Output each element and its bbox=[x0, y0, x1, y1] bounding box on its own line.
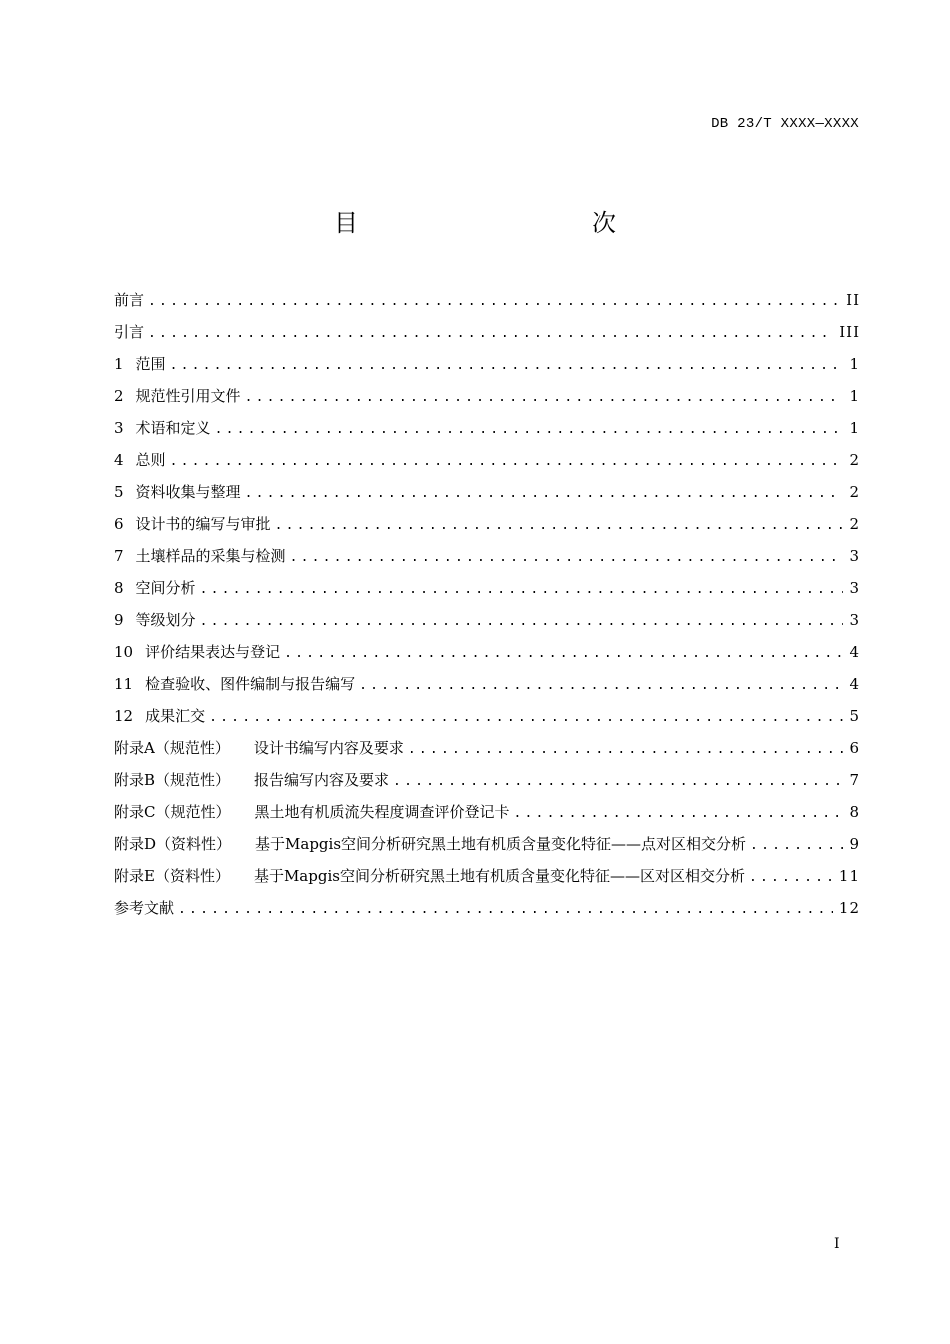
toc-dot-leader bbox=[148, 286, 840, 316]
toc-dot-leader bbox=[275, 510, 844, 540]
toc-entry-label: 黑土地有机质流失程度调查评价登记卡 bbox=[254, 803, 510, 821]
toc-entry-appendix-e[interactable] bbox=[114, 860, 860, 892]
toc-entry-page: 1 bbox=[849, 387, 860, 405]
toc-entry-page: 4 bbox=[849, 675, 860, 693]
toc-entry-label: 空间分析 bbox=[135, 579, 196, 597]
toc-entry-page: 9 bbox=[849, 835, 860, 853]
toc-entry-label: 总则 bbox=[135, 451, 166, 469]
toc-dot-leader bbox=[393, 766, 843, 796]
toc-entry-page: 2 bbox=[849, 515, 860, 533]
toc-entry-page: 7 bbox=[849, 771, 860, 789]
table-of-contents bbox=[114, 284, 860, 924]
toc-entry-8[interactable] bbox=[114, 572, 860, 604]
toc-entry-page: 1 bbox=[849, 355, 860, 373]
toc-appendix-number: 附录E（资料性） bbox=[114, 867, 230, 885]
toc-entry-number: 10 bbox=[114, 643, 134, 661]
toc-dot-leader bbox=[359, 670, 843, 700]
toc-entry-label: 成果汇交 bbox=[145, 707, 206, 725]
toc-dot-leader bbox=[245, 478, 844, 508]
toc-entry-appendix-d[interactable] bbox=[114, 828, 860, 860]
toc-dot-leader bbox=[215, 414, 844, 444]
toc-entry-label: 范围 bbox=[135, 355, 166, 373]
toc-entry-label: 设计书的编写与审批 bbox=[135, 515, 271, 533]
toc-entry-number: 12 bbox=[114, 707, 134, 725]
toc-entry-page: 2 bbox=[849, 451, 860, 469]
toc-dot-leader bbox=[200, 574, 844, 604]
standard-code-header: DB 23/T XXXX—XXXX bbox=[711, 116, 859, 132]
toc-entry-page: 2 bbox=[849, 483, 860, 501]
toc-dot-leader bbox=[514, 798, 844, 828]
toc-dot-leader bbox=[170, 350, 844, 380]
toc-entry-number: 5 bbox=[114, 483, 124, 501]
toc-entry-10[interactable] bbox=[114, 636, 860, 668]
toc-dot-leader bbox=[209, 702, 843, 732]
toc-entry-3[interactable] bbox=[114, 412, 860, 444]
toc-dot-leader bbox=[284, 638, 843, 668]
page-title: 目 次 bbox=[334, 209, 678, 237]
toc-entry-page: 1 bbox=[849, 419, 860, 437]
toc-entry-number: 3 bbox=[114, 419, 124, 437]
toc-dot-leader bbox=[178, 894, 833, 924]
toc-entry-number: 6 bbox=[114, 515, 124, 533]
toc-entry-appendix-c[interactable] bbox=[114, 796, 860, 828]
toc-entry-2[interactable] bbox=[114, 380, 860, 412]
toc-entry-page: 12 bbox=[838, 899, 860, 917]
toc-entry-11[interactable] bbox=[114, 668, 860, 700]
toc-dot-leader bbox=[148, 318, 833, 348]
toc-entry-foreword[interactable] bbox=[114, 284, 860, 316]
toc-entry-appendix-a[interactable] bbox=[114, 732, 860, 764]
toc-dot-leader bbox=[245, 382, 844, 412]
toc-entry-label: 等级划分 bbox=[135, 611, 196, 629]
toc-entry-references[interactable] bbox=[114, 892, 860, 924]
toc-entry-1[interactable] bbox=[114, 348, 860, 380]
toc-appendix-number: 附录A（规范性） bbox=[114, 739, 230, 757]
toc-entry-label: 基于Mapgis空间分析研究黑土地有机质含量变化特征——点对区相交分析 bbox=[255, 835, 747, 853]
toc-entry-page: II bbox=[846, 291, 860, 309]
toc-entry-number: 9 bbox=[114, 611, 124, 629]
toc-dot-leader bbox=[290, 542, 844, 572]
toc-entry-number: 1 bbox=[114, 355, 124, 373]
toc-dot-leader bbox=[170, 446, 844, 476]
toc-entry-12[interactable] bbox=[114, 700, 860, 732]
toc-entry-number: 4 bbox=[114, 451, 124, 469]
toc-entry-7[interactable] bbox=[114, 540, 860, 572]
toc-dot-leader bbox=[749, 862, 833, 892]
toc-entry-page: 8 bbox=[849, 803, 860, 821]
toc-appendix-number: 附录B（规范性） bbox=[114, 771, 231, 789]
toc-dot-leader bbox=[408, 734, 844, 764]
toc-entry-label: 基于Mapgis空间分析研究黑土地有机质含量变化特征——区对区相交分析 bbox=[253, 867, 745, 885]
toc-entry-label: 检查验收、图件编制与报告编写 bbox=[145, 675, 356, 693]
toc-entry-page: 3 bbox=[849, 579, 860, 597]
toc-entry-label: 前言 bbox=[114, 291, 145, 309]
toc-entry-9[interactable] bbox=[114, 604, 860, 636]
toc-entry-label: 规范性引用文件 bbox=[135, 387, 241, 405]
toc-entry-page: III bbox=[839, 323, 860, 341]
page-number: I bbox=[834, 1236, 840, 1252]
toc-entry-number: 2 bbox=[114, 387, 124, 405]
toc-appendix-number: 附录C（规范性） bbox=[114, 803, 231, 821]
toc-entry-label: 报告编写内容及要求 bbox=[254, 771, 390, 789]
toc-entry-label: 设计书编写内容及要求 bbox=[253, 739, 404, 757]
toc-entry-appendix-b[interactable] bbox=[114, 764, 860, 796]
toc-entry-page: 11 bbox=[838, 867, 860, 885]
toc-dot-leader bbox=[750, 830, 843, 860]
toc-entry-number: 8 bbox=[114, 579, 124, 597]
toc-entry-label: 评价结果表达与登记 bbox=[145, 643, 281, 661]
toc-entry-label: 术语和定义 bbox=[135, 419, 211, 437]
toc-entry-4[interactable] bbox=[114, 444, 860, 476]
toc-entry-number: 11 bbox=[114, 675, 134, 693]
toc-entry-label: 资料收集与整理 bbox=[135, 483, 241, 501]
toc-dot-leader bbox=[200, 606, 844, 636]
toc-entry-page: 5 bbox=[849, 707, 860, 725]
toc-entry-page: 3 bbox=[849, 547, 860, 565]
toc-entry-number: 7 bbox=[114, 547, 124, 565]
toc-entry-6[interactable] bbox=[114, 508, 860, 540]
toc-entry-page: 4 bbox=[849, 643, 860, 661]
toc-entry-label: 引言 bbox=[114, 323, 145, 341]
toc-entry-5[interactable] bbox=[114, 476, 860, 508]
toc-appendix-number: 附录D（资料性） bbox=[114, 835, 232, 853]
toc-entry-label: 参考文献 bbox=[114, 899, 175, 917]
toc-entry-page: 3 bbox=[849, 611, 860, 629]
toc-entry-introduction[interactable] bbox=[114, 316, 860, 348]
toc-entry-page: 6 bbox=[849, 739, 860, 757]
toc-entry-label: 土壤样品的采集与检测 bbox=[135, 547, 286, 565]
